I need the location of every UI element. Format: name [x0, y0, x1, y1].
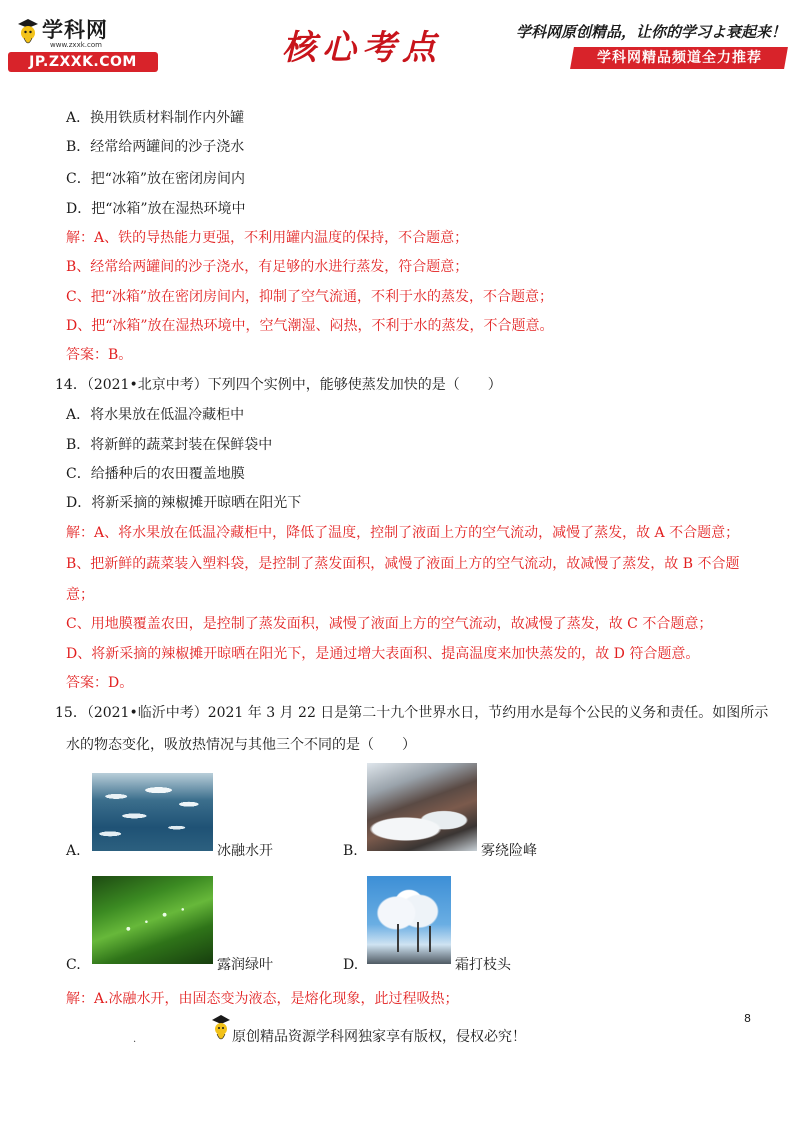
copyright-notice: 原创精品资源学科网独家享有版权，侵权必究！ — [232, 1029, 526, 1045]
page-number: 8 — [744, 1012, 751, 1025]
header-title: 核心考点 — [282, 28, 442, 68]
footer-dot: . — [133, 1034, 137, 1045]
q14-option-b: B．将新鲜的蔬菜封装在保鲜袋中 — [66, 437, 273, 453]
q15-stem-line-1: 15．（2021•临沂中考）2021 年 3 月 22 日是第二十九个世界水日，节约用水是每个公民的义务和责任。如图所示 — [55, 705, 769, 721]
mascot-logo-icon — [15, 18, 41, 50]
q13-option-a: A．换用铁质材料制作内外罐 — [66, 110, 245, 126]
q14-option-a: A．将水果放在低温冷藏柜中 — [66, 407, 245, 423]
q15-analysis-line: 解：A.冰融水开，由固态变为液态，是熔化现象，此过程吸热； — [66, 991, 459, 1007]
logo-name: 学科网 — [42, 18, 108, 42]
page-footer — [0, 1012, 800, 1052]
recommend-text: 学科网精品频道全力推荐 — [596, 50, 762, 66]
tree-trunk — [417, 922, 419, 952]
q15-option-a-caption: 冰融水开 — [217, 843, 273, 859]
q14-answer: 答案：D。 — [66, 675, 134, 691]
q13-analysis-line: C、把“冰箱”放在密闭房间内，抑制了空气流通，不利于水的蒸发，不合题意； — [66, 289, 554, 305]
q15-option-d-caption: 霜打枝头 — [455, 957, 511, 973]
q13-analysis-line: 解：A、铁的导热能力更强，不利用罐内温度的保持，不合题意； — [66, 230, 469, 246]
q14-option-c: C．给播种后的农田覆盖地膜 — [66, 466, 245, 482]
q13-option-b: B．经常给两罐间的沙子浇水 — [66, 139, 245, 155]
ice-melting-image — [92, 773, 213, 851]
q15-option-d-letter: D. — [343, 957, 359, 973]
q15-option-b-caption: 雾绕险峰 — [481, 843, 537, 859]
q14-analysis-line: 解：A、将水果放在低温冷藏柜中，降低了温度，控制了液面上方的空气流动，减慢了蒸发，故 A 不合题意； — [66, 525, 740, 541]
q13-answer: 答案：B。 — [66, 347, 133, 363]
page-header — [0, 0, 800, 80]
frosted-tree-image — [367, 876, 451, 964]
q15-option-b-letter: B. — [343, 843, 358, 859]
header-recommend-banner — [570, 47, 788, 69]
logo-url: www.zxxk.com — [50, 41, 102, 49]
q15-option-a-letter: A. — [66, 843, 81, 859]
q14-analysis-line: B、把新鲜的蔬菜装入塑料袋，是控制了蒸发面积，减慢了液面上方的空气流动，故减慢了蒸发，故 B 不合题 — [66, 556, 740, 572]
q14-option-d: D．将新采摘的辣椒摊开晾晒在阳光下 — [66, 495, 302, 511]
q15-stem-line-2: 水的物态变化，吸放热情况与其他三个不同的是（ ） — [66, 737, 416, 753]
q13-analysis-line: D、把“冰箱”放在湿热环境中，空气潮湿、闷热，不利于水的蒸发，不合题意。 — [66, 318, 554, 334]
header-slogan: 学科网原创精品，让你的学习よ衰起来！ — [515, 23, 786, 41]
q14-analysis-line: D、将新采摘的辣椒摊开晾晒在阳光下，是通过增大表面积、提高温度来加快蒸发的，故 D 符合题意。 — [66, 646, 700, 662]
q14-analysis-line: 意； — [66, 587, 94, 603]
q15-option-c-letter: C. — [66, 957, 81, 973]
tree-trunk — [429, 926, 431, 952]
q14-analysis-line: C、用地膜覆盖农田，是控制了蒸发面积，减慢了液面上方的空气流动，故减慢了蒸发，故 C 不合题意； — [66, 616, 713, 632]
mascot-footer-icon — [210, 1012, 232, 1044]
tree-trunk — [397, 924, 399, 952]
dewy-leaf-image — [92, 876, 213, 964]
q13-option-c: C．把“冰箱”放在密闭房间内 — [66, 171, 246, 187]
q14-stem: 14．（2021•北京中考）下列四个实例中，能够使蒸发加快的是（ ） — [55, 377, 502, 393]
q13-option-d: D．把“冰箱”放在湿热环境中 — [66, 201, 246, 217]
logo-badge[interactable]: JP.ZXXK.COM — [8, 52, 158, 72]
q15-option-c-caption: 露润绿叶 — [217, 957, 273, 973]
foggy-mountain-image — [367, 763, 477, 851]
q13-analysis-line: B、经常给两罐间的沙子浇水，有足够的水进行蒸发，符合题意； — [66, 259, 469, 275]
